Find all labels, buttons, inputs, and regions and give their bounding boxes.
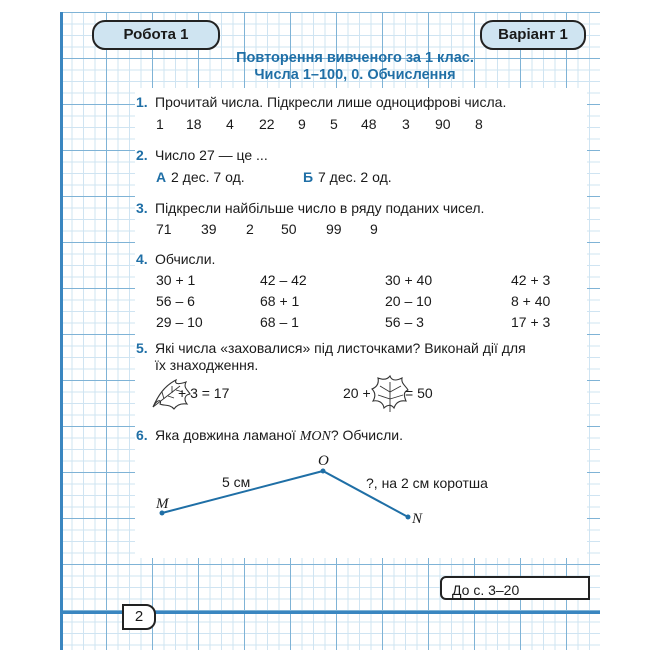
expression: 56 – 6 bbox=[156, 293, 195, 309]
task-1-number-8: 3 bbox=[402, 116, 410, 132]
expression: 30 + 40 bbox=[385, 272, 433, 288]
task-1-number-3: 4 bbox=[226, 116, 234, 132]
task-3-number-3: 2 bbox=[246, 221, 254, 237]
task-1-number-4: 22 bbox=[259, 116, 275, 132]
expression: 8 + 40 bbox=[511, 293, 551, 309]
task-6-text-italic: MON bbox=[299, 429, 331, 444]
task-4-number: 4. bbox=[136, 251, 148, 267]
expression: 68 – 1 bbox=[260, 314, 299, 330]
task-3-number-5: 99 bbox=[326, 221, 342, 237]
work-label-tab: Робота 1 bbox=[92, 20, 220, 50]
expression: 29 – 10 bbox=[156, 314, 203, 330]
task-5-text-line2: їх знаходження. bbox=[155, 357, 259, 373]
page-reference: До с. 3–20 bbox=[440, 576, 590, 600]
expression: 30 + 1 bbox=[156, 272, 196, 288]
task-1-number-1: 1 bbox=[156, 116, 164, 132]
page-title-line2: Числа 1–100, 0. Обчислення bbox=[254, 67, 456, 83]
task-3-number: 3. bbox=[136, 200, 148, 216]
point-m-label: M bbox=[156, 496, 169, 512]
left-margin-line bbox=[60, 12, 63, 650]
task-2-option-b-letter: Б bbox=[303, 169, 314, 185]
segment-on-label: ?, на 2 см коротша bbox=[366, 475, 488, 491]
expression: 17 + 3 bbox=[511, 314, 551, 330]
task-6-text bbox=[155, 427, 403, 445]
task-2-option-a-letter: А bbox=[156, 169, 167, 185]
page-title-line1: Повторення вивченого за 1 клас. bbox=[236, 50, 474, 66]
task-2-option-a-text: 2 дес. 7 од. bbox=[171, 169, 245, 185]
task-1-number-5: 9 bbox=[298, 116, 306, 132]
task-1-number-7: 48 bbox=[361, 116, 377, 132]
expression: 68 + 1 bbox=[260, 293, 300, 309]
page-number: 2 bbox=[122, 604, 156, 630]
expression: 56 – 3 bbox=[385, 314, 424, 330]
task-2-option-b-text: 7 дес. 2 од. bbox=[318, 169, 392, 185]
task-3-number-2: 39 bbox=[201, 221, 217, 237]
task-6-text-after: ? Обчисли. bbox=[330, 427, 403, 443]
expression: 20 – 10 bbox=[385, 293, 432, 309]
expression: 42 – 42 bbox=[260, 272, 307, 288]
task-4-text: Обчисли. bbox=[155, 251, 216, 267]
task-3-number-1: 71 bbox=[156, 221, 172, 237]
task-1-number-6: 5 bbox=[330, 116, 338, 132]
task-2-text: Число 27 — це ... bbox=[155, 147, 268, 163]
task-3-number-4: 50 bbox=[281, 221, 297, 237]
task-5-equation-2-left: 20 + bbox=[343, 385, 371, 401]
task-1-number-10: 8 bbox=[475, 116, 483, 132]
task-3-text: Підкресли найбільше число в ряду поданих чисел. bbox=[155, 200, 485, 216]
task-5-text-line1: Які числа «заховалися» під листочками? Виконай дії для bbox=[155, 340, 526, 356]
segment-mo-label: 5 см bbox=[222, 474, 251, 490]
task-1-number-9: 90 bbox=[435, 116, 451, 132]
variant-label-tab: Варіант 1 bbox=[480, 20, 586, 50]
task-1-number-2: 18 bbox=[186, 116, 202, 132]
task-3-number-6: 9 bbox=[370, 221, 378, 237]
task-6-text-before: Яка довжина ламаної bbox=[155, 427, 300, 443]
point-n-dot bbox=[406, 515, 411, 520]
task-2-number: 2. bbox=[136, 147, 148, 163]
task-1-number: 1. bbox=[136, 94, 148, 110]
expression: 42 + 3 bbox=[511, 272, 551, 288]
point-o-label: O bbox=[318, 453, 329, 469]
leaf-icon bbox=[370, 374, 410, 412]
point-n-label: N bbox=[412, 511, 423, 527]
task-5-number: 5. bbox=[136, 340, 148, 356]
task-1-text: Прочитай числа. Підкресли лише одноцифрові числа. bbox=[155, 94, 507, 110]
task-6-number: 6. bbox=[136, 427, 148, 443]
task-5-equation-1: + 3 = 17 bbox=[178, 385, 230, 401]
task-5-equation-2-right: = 50 bbox=[405, 385, 433, 401]
